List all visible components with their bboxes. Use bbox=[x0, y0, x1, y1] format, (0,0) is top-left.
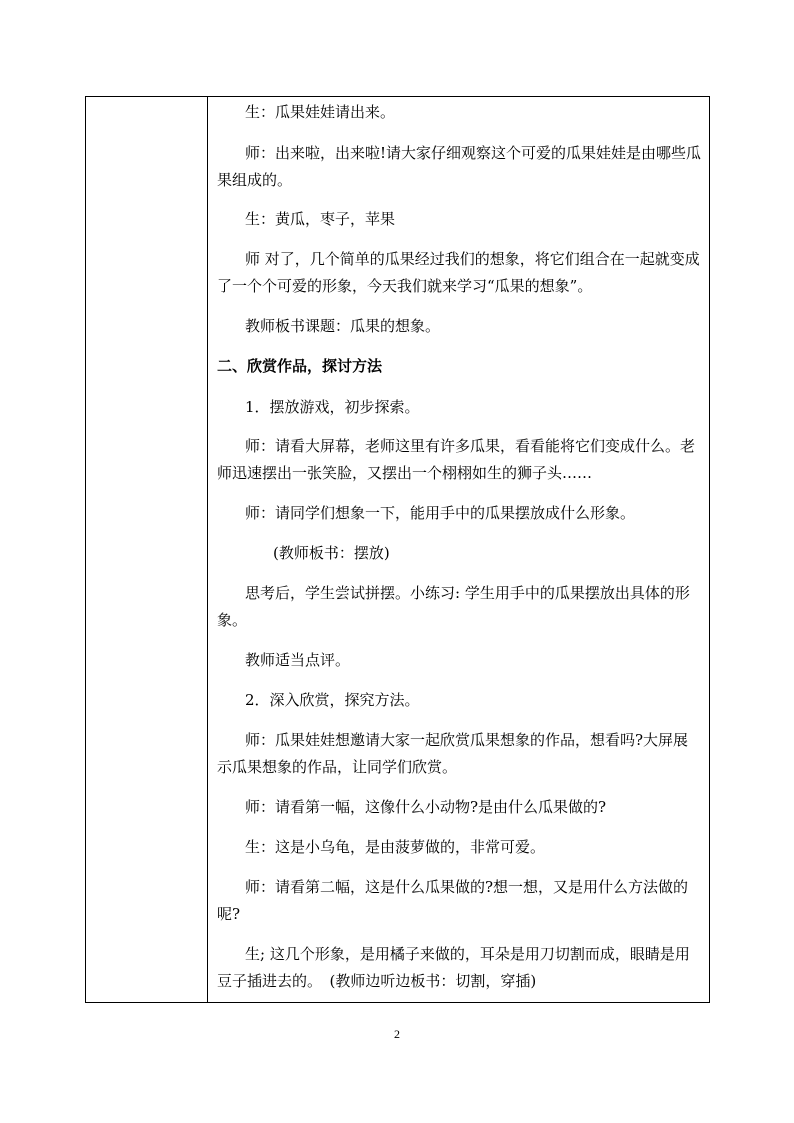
lesson-content-cell bbox=[208, 97, 710, 1003]
paragraph: 生：瓜果娃娃请出来。 bbox=[245, 103, 396, 121]
paragraph: 1．摆放游戏，初步探索。 bbox=[245, 398, 420, 416]
paragraph: 生：黄瓜，枣子，苹果 bbox=[245, 210, 396, 228]
paragraph: (教师板书：摆放) bbox=[273, 544, 390, 562]
page-number: 2 bbox=[394, 1027, 400, 1041]
paragraph: 师 对了，几个简单的瓜果经过我们的想象，将它们组合在一起就变成了一个个可爱的形象，今天我们就来学习“瓜果的想象”。 bbox=[217, 250, 700, 295]
paragraph: 师：请看第二幅，这是什么瓜果做的?想一想，又是用什么方法做的呢? bbox=[217, 878, 689, 923]
paragraph: 教师适当点评。 bbox=[245, 651, 351, 669]
paragraph: 生; 这几个形象，是用橘子来做的，耳朵是用刀切割而成，眼睛是用豆子插进去的。 (教师边听边板书：切割，穿插) bbox=[217, 945, 690, 990]
paragraph: 教师板书课题：瓜果的想象。 bbox=[245, 317, 441, 335]
lesson-table bbox=[85, 96, 710, 1003]
section-heading: 二、欣赏作品，探讨方法 bbox=[217, 357, 383, 375]
paragraph: 师：请同学们想象一下，能用手中的瓜果摆放成什么形象。 bbox=[245, 504, 636, 522]
paragraph: 2．深入欣赏，探究方法。 bbox=[245, 691, 420, 709]
paragraph: 思考后，学生尝试拼摆。小练习: 学生用手中的瓜果摆放出具体的形象。 bbox=[217, 584, 690, 629]
paragraph: 生：这是小乌龟，是由菠萝做的，非常可爱。 bbox=[245, 838, 546, 856]
paragraph: 师：请看大屏幕，老师这里有许多瓜果，看看能将它们变成什么。老师迅速摆出一张笑脸，又摆出一个栩栩如生的狮子头…… bbox=[217, 437, 696, 482]
paragraph: 师：出来啦，出来啦!请大家仔细观察这个可爱的瓜果娃娃是由哪些瓜果组成的。 bbox=[217, 144, 702, 189]
left-empty-cell bbox=[86, 97, 208, 1003]
paragraph: 师：请看第一幅，这像什么小动物?是由什么瓜果做的? bbox=[245, 798, 607, 816]
table-row bbox=[86, 97, 710, 1003]
paragraph: 师：瓜果娃娃想邀请大家一起欣赏瓜果想象的作品，想看吗?大屏展示瓜果想象的作品，让同学们欣赏。 bbox=[217, 731, 689, 776]
